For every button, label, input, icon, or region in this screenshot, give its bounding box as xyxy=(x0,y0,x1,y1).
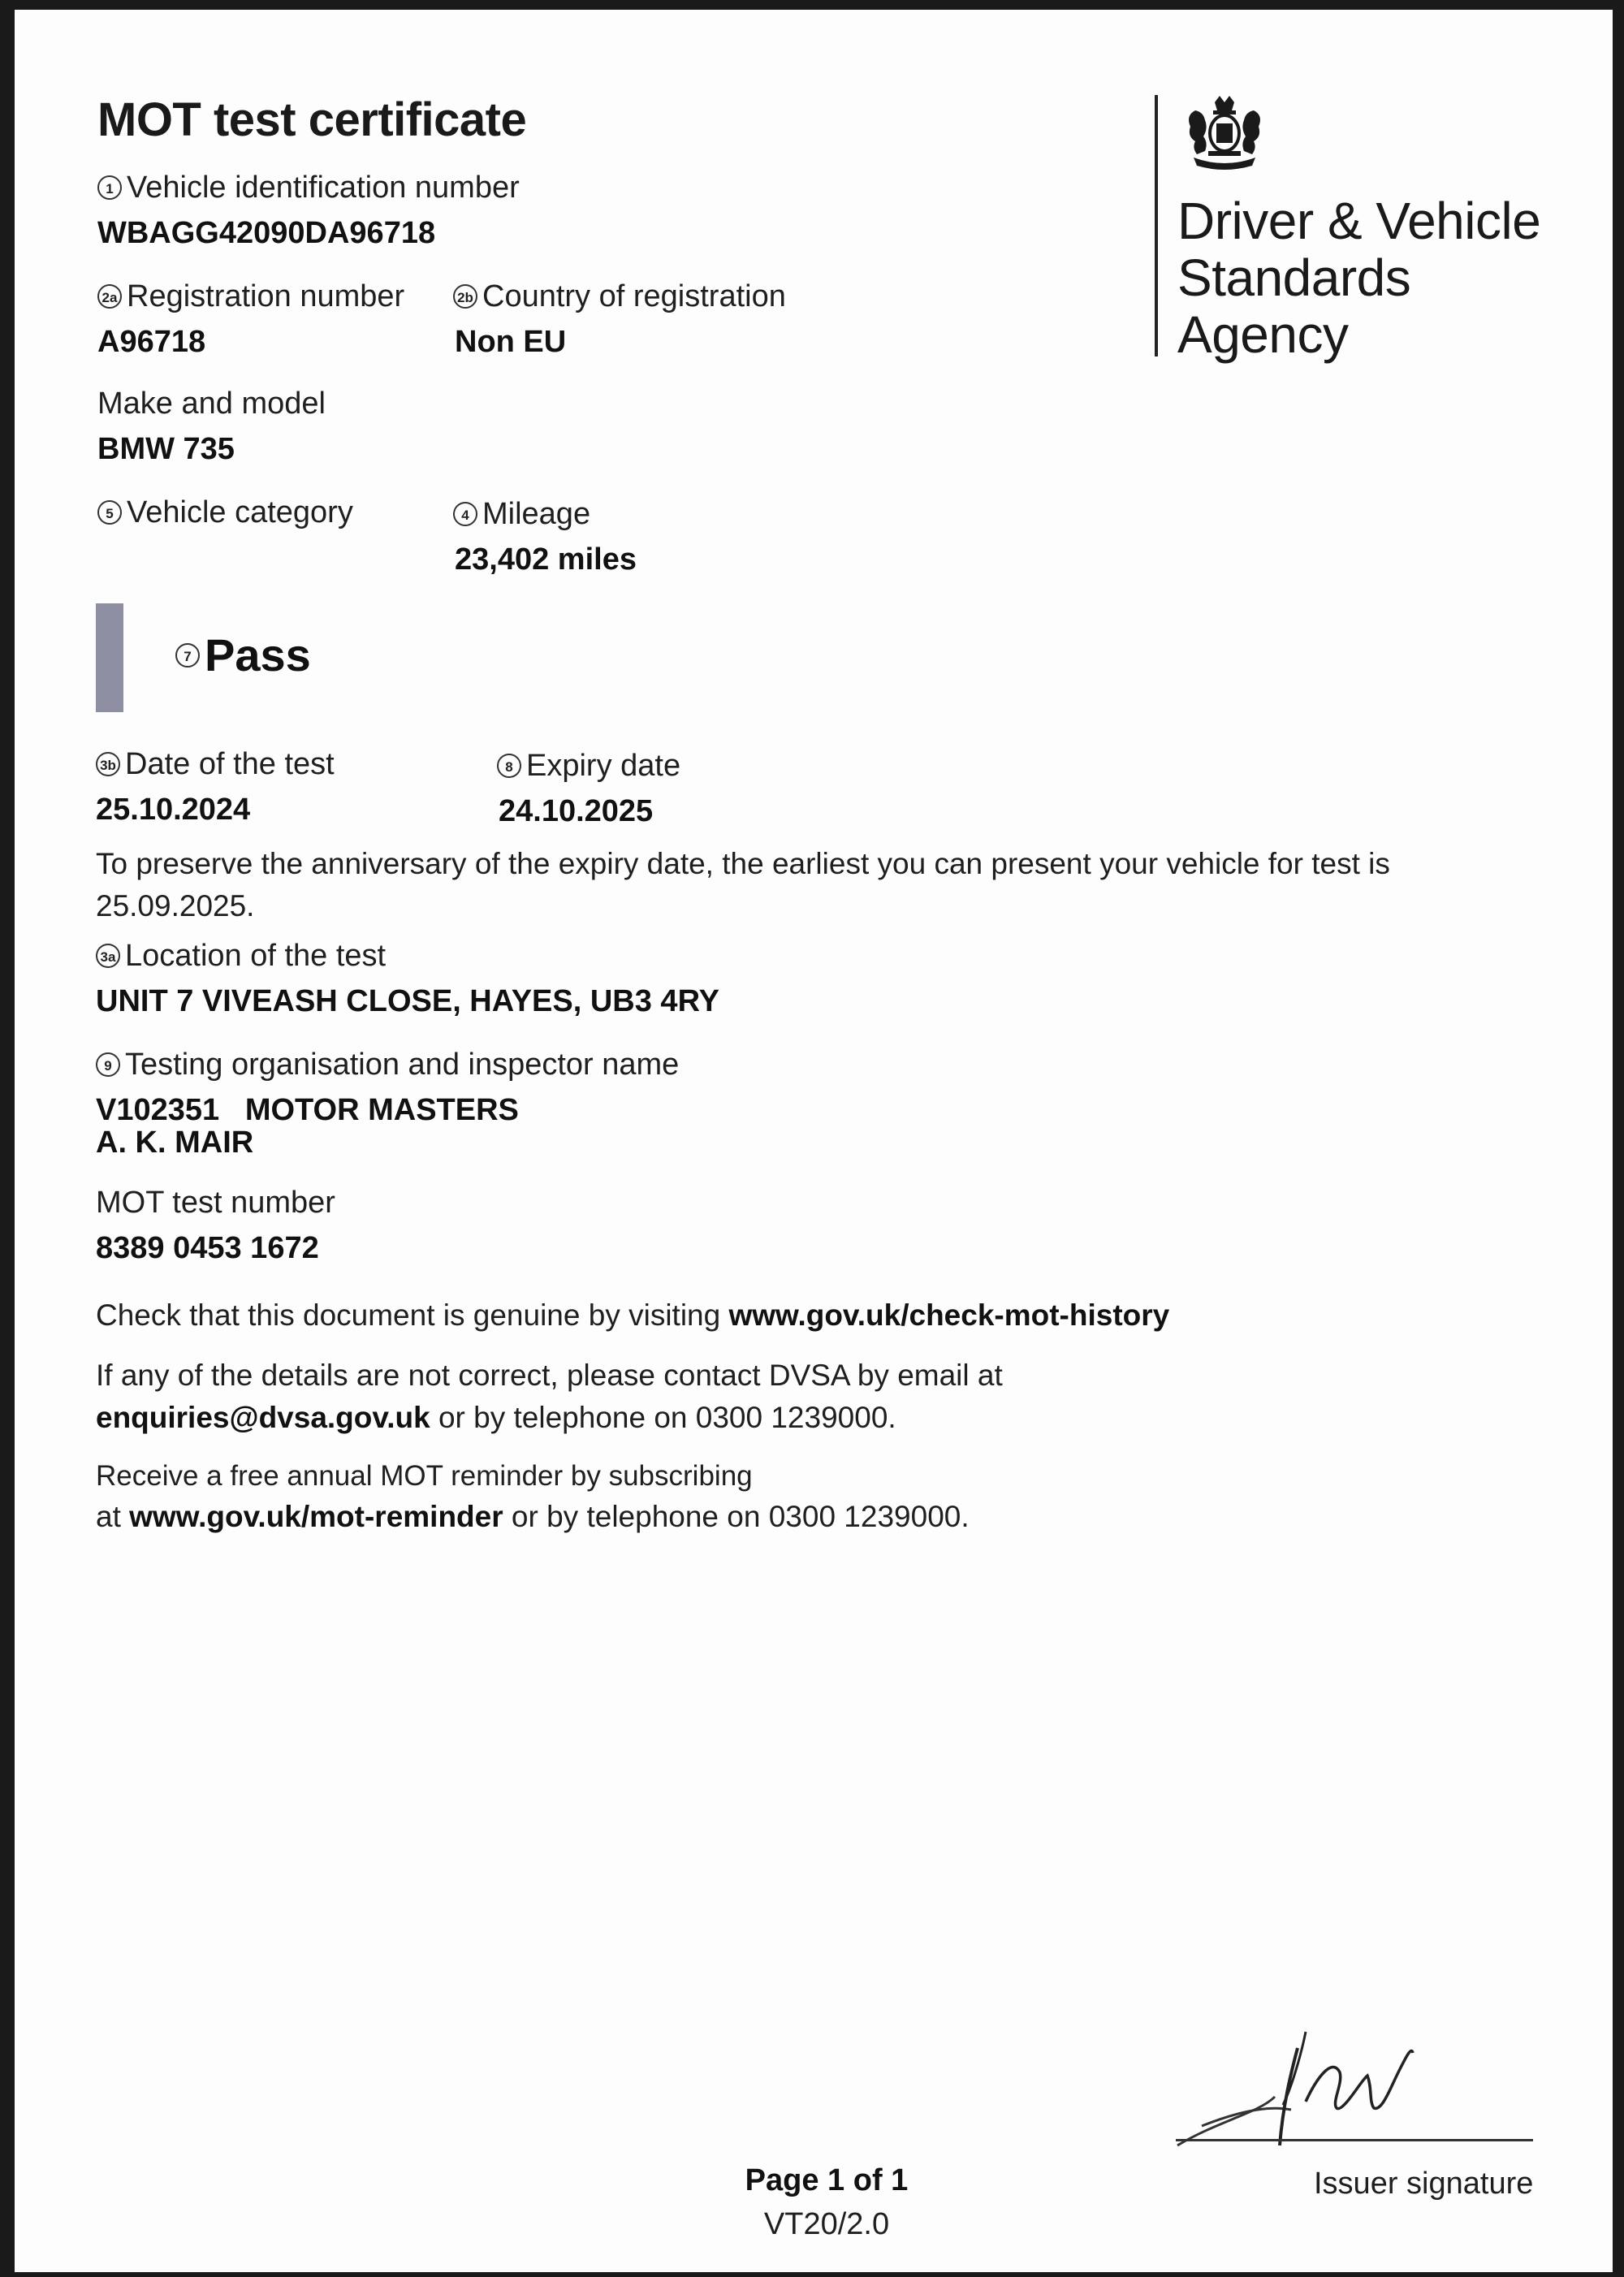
result-status: 7 Pass xyxy=(175,629,311,681)
form-code: VT20/2.0 xyxy=(763,2207,890,2241)
signature-line xyxy=(1176,2139,1533,2141)
test-number-value: 8389 0453 1672 xyxy=(96,1231,319,1265)
field-number-icon: 7 xyxy=(175,643,200,668)
mot-reminder-link[interactable]: www.gov.uk/mot-reminder xyxy=(129,1500,503,1533)
contact-notice-line2: enquiries@dvsa.gov.uk or by telephone on 0300 1239000. xyxy=(96,1401,896,1434)
field-number-icon: 4 xyxy=(453,502,477,526)
country-value: Non EU xyxy=(455,325,567,359)
registration-value: A96718 xyxy=(97,325,206,359)
vehicle-category-label: 5 Vehicle category xyxy=(97,495,353,530)
reminder-notice-line1: Receive a free annual MOT reminder by subscribing xyxy=(96,1460,753,1492)
country-label: 2b Country of registration xyxy=(453,279,786,314)
field-number-icon: 1 xyxy=(97,175,122,200)
certificate-page xyxy=(15,10,1613,2272)
test-date-label: 3b Date of the test xyxy=(96,747,335,782)
result-bar xyxy=(96,603,123,712)
field-number-icon: 9 xyxy=(96,1052,120,1077)
signature-label: Issuer signature xyxy=(1314,2167,1534,2201)
field-number-icon: 5 xyxy=(97,500,122,525)
organisation-label: 9 Testing organisation and inspector name xyxy=(96,1048,679,1082)
mileage-label: 4 Mileage xyxy=(453,497,590,532)
anniversary-note-line1: To preserve the anniversary of the expiry date, the earliest you can present your vehicle for test is xyxy=(96,847,1390,880)
vin-value: WBAGG42090DA96718 xyxy=(97,216,436,250)
test-date-value: 25.10.2024 xyxy=(96,793,251,827)
reminder-notice-line2: at www.gov.uk/mot-reminder or by telephone on 0300 1239000. xyxy=(96,1500,970,1533)
registration-label: 2a Registration number xyxy=(97,279,404,314)
field-number-icon: 2a xyxy=(97,284,122,309)
field-number-icon: 8 xyxy=(497,754,521,778)
page-number: Page 1 of 1 xyxy=(745,2163,909,2197)
vin-label: 1 Vehicle identification number xyxy=(97,171,520,205)
agency-name-line2: Standards xyxy=(1177,248,1411,307)
field-number-icon: 3b xyxy=(96,752,120,776)
agency-name-line1: Driver & Vehicle xyxy=(1177,192,1541,250)
contact-email-link[interactable]: enquiries@dvsa.gov.uk xyxy=(96,1401,430,1434)
expiry-date-label: 8 Expiry date xyxy=(497,749,680,784)
page-title: MOT test certificate xyxy=(97,93,527,146)
agency-name-line3: Agency xyxy=(1177,305,1349,364)
inspector-name: A. K. MAIR xyxy=(96,1126,254,1160)
mileage-value: 23,402 miles xyxy=(455,542,637,577)
contact-notice-line1: If any of the details are not correct, please contact DVSA by email at xyxy=(96,1359,1003,1392)
expiry-date-value: 24.10.2025 xyxy=(499,794,654,828)
anniversary-note-line2: 25.09.2025. xyxy=(96,889,255,922)
field-number-icon: 2b xyxy=(453,284,477,309)
verify-notice: Check that this document is genuine by visiting www.gov.uk/check-mot-history xyxy=(96,1298,1170,1332)
organisation-value: V102351 MOTOR MASTERS xyxy=(96,1093,519,1127)
field-number-icon: 3a xyxy=(96,944,120,968)
check-history-link[interactable]: www.gov.uk/check-mot-history xyxy=(728,1298,1170,1332)
issuer-signature-image xyxy=(1169,2024,1445,2154)
make-model-value: BMW 735 xyxy=(97,432,235,466)
logo-divider xyxy=(1155,95,1158,356)
make-model-label: Make and model xyxy=(97,387,326,421)
location-value: UNIT 7 VIVEASH CLOSE, HAYES, UB3 4RY xyxy=(96,984,719,1018)
royal-crest-icon xyxy=(1176,94,1273,175)
location-label: 3a Location of the test xyxy=(96,939,386,974)
test-number-label: MOT test number xyxy=(96,1186,335,1220)
